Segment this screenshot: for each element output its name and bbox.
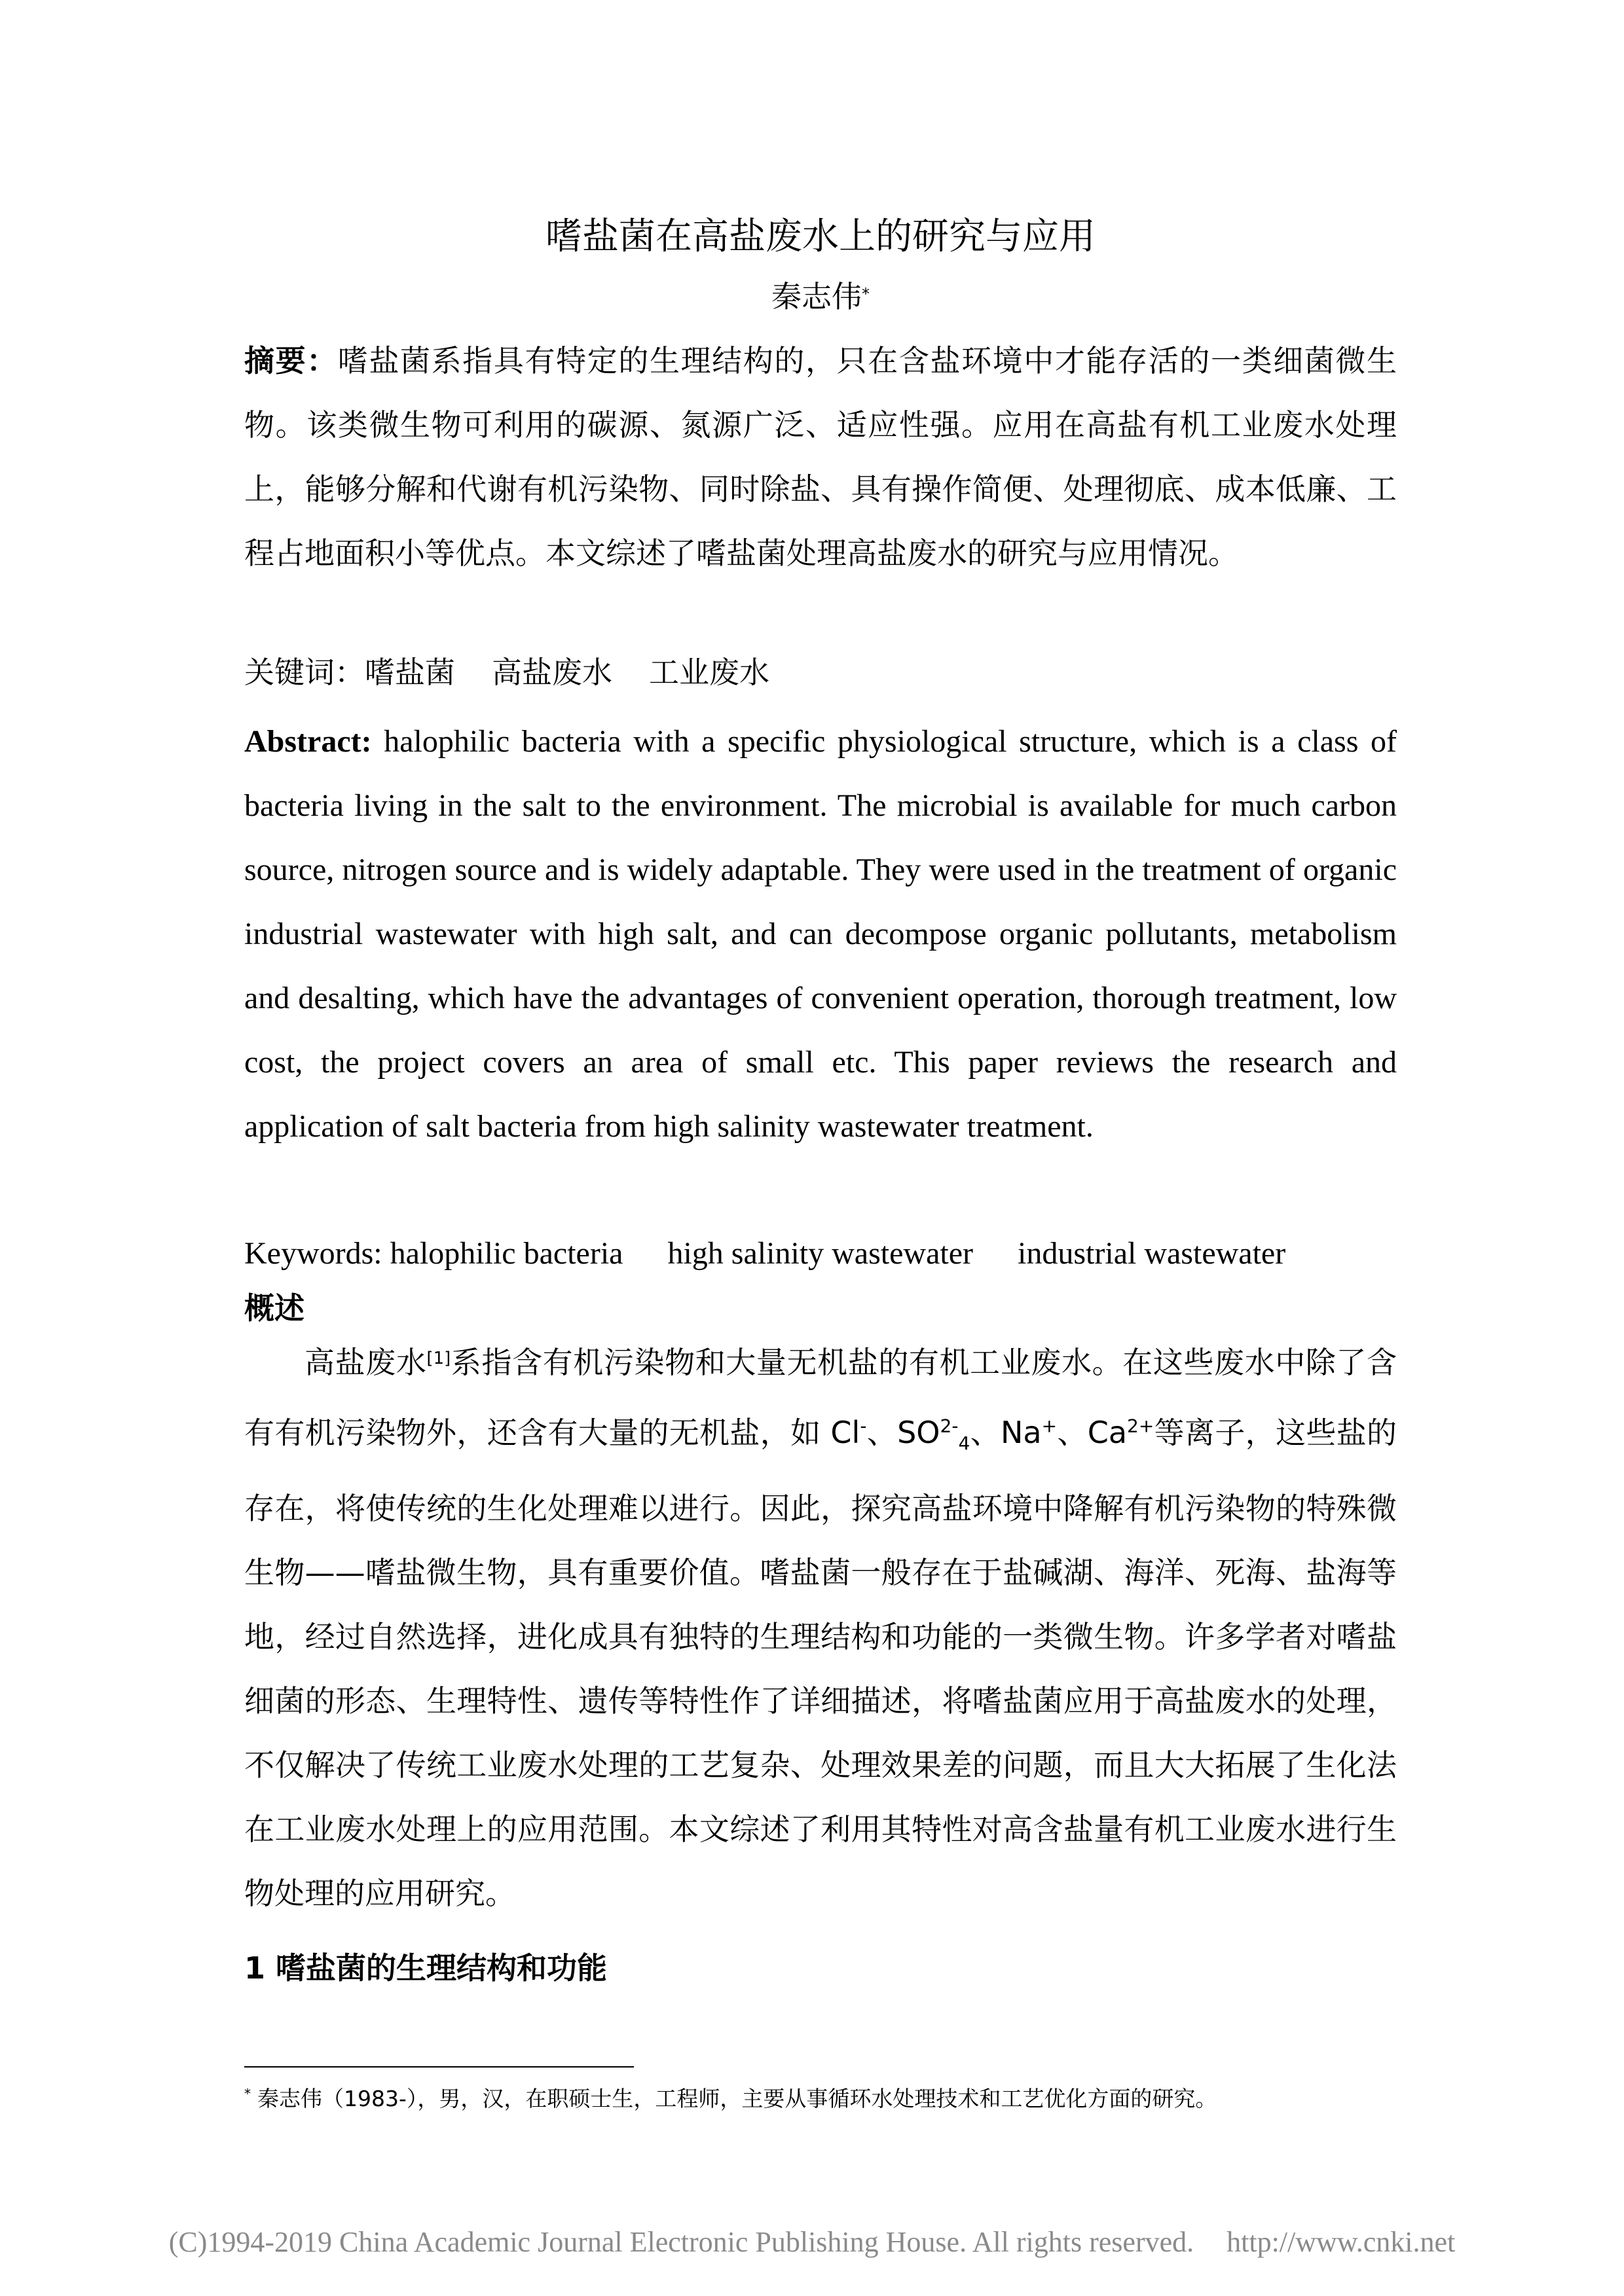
keywords-cn-label: 关键词： xyxy=(244,655,365,690)
author-line xyxy=(244,274,1397,319)
abstract-en-text: halophilic bacteria with a specific physiological structure, which is a class of bacteria living in the salt to the environment. The microbial is available for much carbon source, nitrogen source and is widely adaptable. They were used in the treatment of organic industrial wastewater with high salt, and can decompose organic pollutants, metabolism and desalting, which have the advantages of convenient operation, thorough treatment, low cost, the project covers an area of small etc. This paper reviews the research and application of salt bacteria from high salinity wastewater treatment. xyxy=(244,724,1397,1144)
keyword-en-item: high salinity wastewater xyxy=(667,1236,974,1271)
copyright-footer xyxy=(0,2223,1624,2262)
footnote-text: 秦志伟（1983-），男，汉，在职硕士生，工程师，主要从事循环水处理技术和工艺优化方面的研究。 xyxy=(257,2086,1217,2111)
ion-sodium: Na+ xyxy=(1000,1415,1058,1451)
keywords-en-label: Keywords: xyxy=(244,1236,382,1271)
keyword-en-item: industrial wastewater xyxy=(1018,1236,1286,1271)
abstract-cn-text: 嗜盐菌系指具有特定的生理结构的，只在含盐环境中才能存活的一类细菌微生物。该类微生物可利用的碳源、氮源广泛、适应性强。应用在高盐有机工业废水处理上，能够分解和代谢有机污染物、同时除盐、具有操作简便、处理彻底、成本低廉、工程占地面积小等优点。本文综述了嗜盐菌处理高盐废水的研究与应用情况。 xyxy=(244,343,1397,571)
keywords-en xyxy=(244,1224,1397,1283)
section-1-heading: 1 嗜盐菌的生理结构和功能 xyxy=(244,1950,608,1986)
ion-calcium: $Ca^{2+}$ xyxy=(1087,1415,1154,1451)
footnote-divider xyxy=(244,2066,634,2068)
overview-paragraph xyxy=(244,1330,1397,1925)
keyword-cn-item: 嗜盐菌 xyxy=(365,655,455,690)
abstract-en-label: Abstract: xyxy=(244,724,372,759)
abstract-cn-label: 摘要： xyxy=(244,343,338,378)
footnote-mark: * xyxy=(244,2086,251,2102)
citation-ref[interactable]: [1] xyxy=(426,1349,451,1368)
separator: 、 xyxy=(1057,1415,1088,1451)
keywords-cn xyxy=(244,643,1397,702)
abstract-en xyxy=(244,710,1397,1159)
cnki-url[interactable]: http://www.cnki.net xyxy=(1227,2226,1456,2258)
separator: 、 xyxy=(970,1415,1001,1451)
paper-title: 嗜盐菌在高盐废水上的研究与应用 xyxy=(545,215,1096,258)
overview-text-start: 高盐废水 xyxy=(304,1345,427,1380)
separator: 、 xyxy=(866,1415,898,1451)
keyword-en-item: halophilic bacteria xyxy=(390,1236,623,1271)
author-footnote-mark: * xyxy=(862,285,870,303)
author-name: 秦志伟 xyxy=(771,279,862,314)
footnote xyxy=(244,2074,1397,2119)
ion-chloride: Cl- xyxy=(830,1415,867,1451)
keyword-cn-item: 高盐废水 xyxy=(492,655,612,690)
keyword-cn-item: 工业废水 xyxy=(649,655,769,690)
overview-text-end: 等离子，这些盐的存在，将使传统的生化处理难以进行。因此，探究高盐环境中降解有机污染物的特殊微生物——嗜盐微生物，具有重要价值。嗜盐菌一般存在于盐碱湖、海洋、死海、盐海等地，经过自然选择，进化成具有独特的生理结构和功能的一类微生物。许多学者对嗜盐细菌的形态、生理特性、遗传等特性作了详细描述，将嗜盐菌应用于高盐废水的处理，不仅解决了传统工业废水处理的工艺复杂、处理效果差的问题，而且大大拓展了生化法在工业废水处理上的应用范围。本文综述了利用其特性对高含盐量有机工业废水进行生物处理的应用研究。 xyxy=(244,1415,1397,1911)
ion-sulfate: $SO^{2-}_4$ xyxy=(897,1415,970,1455)
abstract-cn xyxy=(244,329,1397,585)
overview-text-mid: 系指含有机污染物和大量无机盐的有机工业废水。在这些废水中除了含有有机污染物外，还含有大量的无机盐，如 xyxy=(244,1345,1397,1451)
overview-heading: 概述 xyxy=(244,1290,304,1326)
copyright-text: (C)1994-2019 China Academic Journal Electronic Publishing House. All rights reserved. xyxy=(168,2226,1194,2258)
